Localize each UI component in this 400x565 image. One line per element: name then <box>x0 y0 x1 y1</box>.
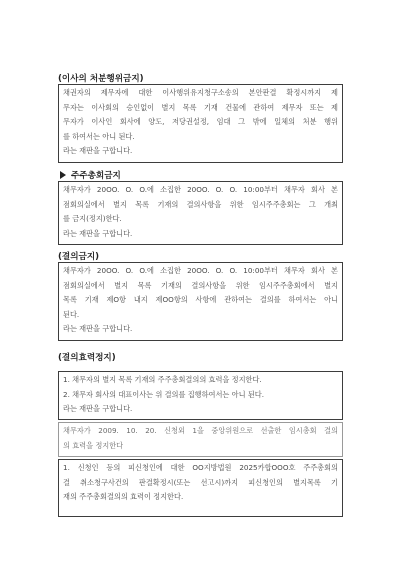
example-line: 의 효력을 정지한다 <box>63 440 124 450</box>
claim-line: 2. 채무자 회사의 대표이사는 위 결의를 집행하여서는 아니 된다. <box>63 389 265 399</box>
section-title-meeting-ban <box>60 169 121 181</box>
claim-line: 무자가 이사인 회사에 양도, 저당권설정, 임대 그 밖에 일체의 처분 행위 <box>63 117 338 127</box>
example-box-election-resolution <box>58 422 343 457</box>
triangle-bullet-icon <box>60 171 66 179</box>
claim-line: 를 금지(정지)한다. <box>63 214 122 224</box>
claim-line: 1. 채무자의 별지 목록 기재의 주주총회결의의 효력을 정지한다. <box>63 375 262 384</box>
section-title-resolution-ban: (결의금지) <box>58 252 100 262</box>
claim-line: 라는 재판을 구합니다. <box>63 146 133 156</box>
claim-line: 채무자가 20OO. O. O.에 소집한 20OO. O. O. 10:00부터 채무자 회사 본 <box>63 266 338 275</box>
claim-line: 된다. <box>63 309 80 319</box>
section-title-effect-suspension: (결의효력정지) <box>58 353 116 363</box>
claim-box-effect-suspension <box>58 371 343 420</box>
example-line: 1. 신청인 등의 피신청인에 대한 OO지방법원 2025카합OOO호 주주총회의 <box>63 463 338 472</box>
claim-line: 를 하여서는 아니 된다. <box>63 131 135 141</box>
claim-line: 점회의실에서 별지 목록 기재의 결의사항을 위한 임시주주총회에서 별지 <box>63 280 338 290</box>
claim-line: 무자는 이사회의 승인없이 별지 목록 기재 건물에 관하여 제무자 또는 제 <box>63 102 338 112</box>
example-line: 채무자가 2009. 10. 20. 신청외 1을 중앙위원으로 선출한 임시총회 결의 <box>63 426 338 435</box>
claim-box-director-disposal <box>58 84 343 163</box>
section-title-label: 주주총회금지 <box>71 171 121 181</box>
example-line: 결 취소청구사건의 판결확정시(또는 선고시)까지 피신청인의 별지목록 기 <box>63 477 338 487</box>
section-title-director-disposal: (이사의 처분행위금지) <box>58 74 144 84</box>
claim-line: 채무자가 20OO. O. O.에 소집한 20OO. O. O. 10:00부터 채무자 회사 본 <box>63 185 338 194</box>
claim-line: 채권자의 제무자에 대한 이사행위유지청구소송의 본안판결 확정시까지 제 <box>63 88 338 97</box>
claim-line: 목록 기재 제O항 내지 제OO항의 사항에 관하여는 결의를 하여서는 아니 <box>63 295 338 305</box>
example-line: 재의 주주총회결의의 효력이 정지한다. <box>63 492 184 502</box>
example-box-pending-lawsuit <box>58 459 343 517</box>
claim-line: 라는 재판을 구합니다. <box>63 404 133 414</box>
claim-box-resolution-ban <box>58 262 343 341</box>
claim-line: 점회의실에서 별지 목록 기재의 결의사항을 위한 임시주주총회는 그 개최 <box>63 199 338 209</box>
claim-line: 라는 재판을 구합니다. <box>63 228 133 238</box>
claim-line: 라는 재판을 구합니다. <box>63 324 133 334</box>
claim-box-meeting-ban <box>58 181 343 245</box>
